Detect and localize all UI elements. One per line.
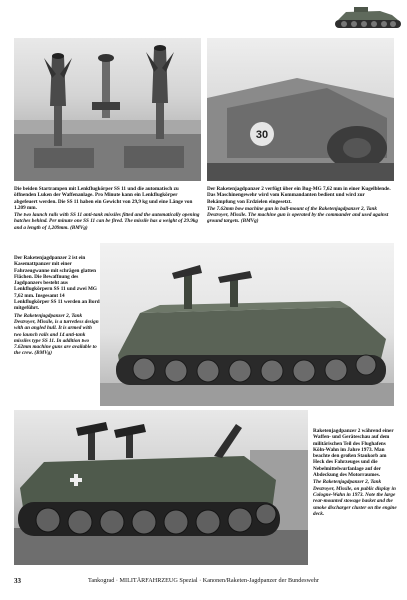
page-number: 33 — [14, 577, 21, 585]
caption-en: The 7.62mm bow machine gun in ball-mount of the Raketenjagdpanzer 2, Tank Destroyer, Missile. The machine gun is operated by the commander and used against ground targets. (BMVg) — [207, 205, 389, 225]
caption-de: Raketenjagdpanzer 2 während einer Waffen- und Geräteschau auf dem militärischen Teil des Flughafens Köln-Wahn im Jahre 1973. Man beachte den großen Staukorb am Heck des Fahrzeuges und die Nebelmittelwurfanlage auf der Abdeckung des Motorraumes. — [313, 428, 394, 479]
photo-cologne-wahn-display — [14, 410, 308, 565]
caption-launch-rails — [14, 186, 201, 250]
photo-bow-machine-gun — [207, 38, 394, 181]
photo-tank-destroyer-side — [100, 243, 394, 406]
caption-casemate-design — [14, 255, 100, 405]
caption-bow-machine-gun — [207, 186, 394, 250]
caption-de: Der Raketenjagdpanzer 2 verfügt über ein Bug-MG 7,62 mm in einer Kugelblende. Das Maschinengewehr wird vom Kommandanten bedient und wird zur Bekämpfung von Erdzielen eingesetzt. — [207, 186, 391, 205]
photo-launch-rails — [14, 38, 201, 181]
caption-en: The Raketenjagdpanzer 2, Tank Destroyer, Missile, is a turretless design with an angled hull. It is armed with two launch rails and 14 anti-tank missiles type SS 11. In addition two 7.62mm machine guns are available to the crew. (BMVg) — [14, 312, 99, 357]
header-vehicle-thumbnail — [332, 2, 404, 32]
caption-de: Der Raketenjagdpanzer 2 ist ein Kasemattpanzer mit einer Fahrzeugwanne mit schrägen glatten Flächen. Die Bewaffnung des Jagdpanzers besteht aus Lenkflugkörpern SS 11 und zwei MG 7,62 mm. Insgesamt 14 Lenkflugkörper SS 11 werden an Bord mitgeführt. — [14, 255, 100, 312]
caption-de: Die beiden Startrampen mit Lenkflugkörper SS 11 und die automatisch zu öffnenden Luken der Waffenanlage. Pro Minute kann ein Lenkflugkörper abgefeuert werden. Die SS 11 haben ein Gewicht von 29,9 kg und eine Länge von 1.209 mm. — [14, 186, 193, 211]
caption-cologne-wahn — [313, 428, 399, 570]
caption-en: The two launch rails with SS 11 anti-tank missiles fitted and the automatically opening hatches behind. Per minute one SS 11 can be fired. The missile has a weight of 29.9kg and a length of 1,209mm. (BMVg) — [14, 212, 200, 231]
running-footer: Tankograd · MILITÄRFAHRZEUG Spezial · Kanonen/Raketen-Jagdpanzer der Bundeswehr — [88, 577, 319, 584]
turret-number-30: 30 — [255, 129, 269, 141]
caption-en: The Raketenjagdpanzer 2, Tank Destroyer, Missile, on public display in Cologne-Wahn in 1973. Note the large rear-mounted stowage basket and the smoke discharger cluster on the engine deck. — [313, 479, 397, 517]
